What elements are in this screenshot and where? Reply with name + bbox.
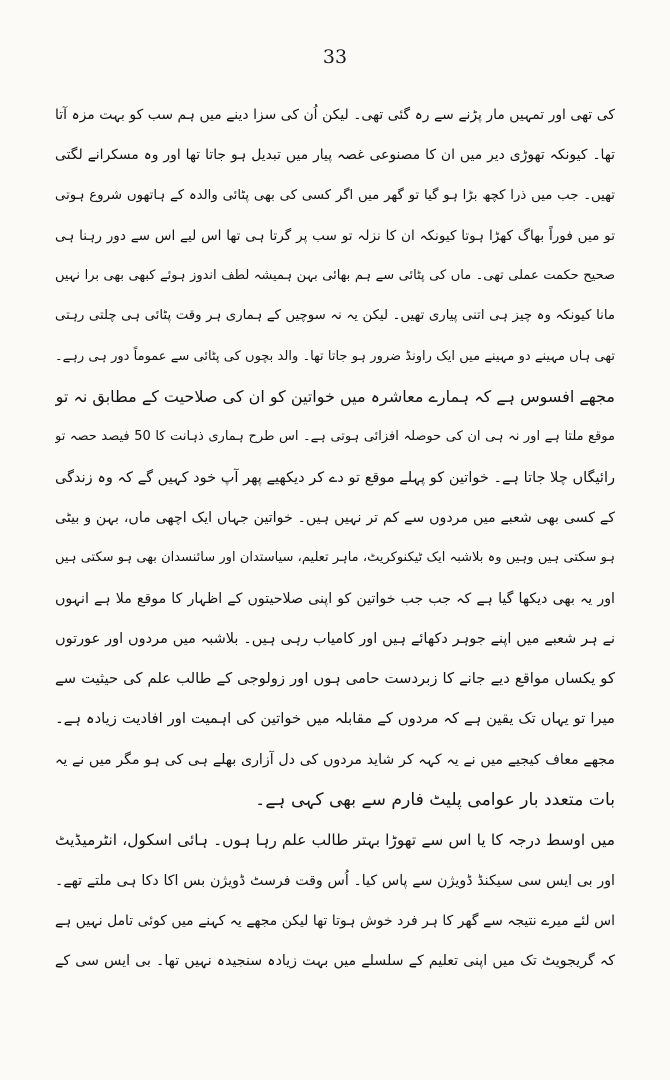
text-line: مانا کیونکہ وہ چیز ہی اتنی پیاری تھیں۔ لیکن یہ نہ سوچیں کے ہماری ہر وقت پٹائی ہی چلتی رہتی <box>55 308 615 324</box>
text-line: کو یکساں مواقع دیے جانے کا زبردست حامی ہوں اور زولوجی کے طالب علم کی حیثیت سے <box>55 670 615 688</box>
text-line: نے ہر شعبے میں اپنے جوہر دکھائے ہیں اور کامیاب رہی ہیں۔ بلاشبہ میں مردوں اور عورتوں <box>55 630 615 647</box>
page-number: 33 <box>322 46 348 68</box>
text-line: میں اوسط درجہ کا یا اس سے تھوڑا بہتر طالب علم رہا ہوں۔ ہائی اسکول، انٹرمیڈیٹ <box>55 831 615 850</box>
text-line: موقع ملتا ہے اور نہ ہی ان کی حوصلہ افزائی ہوتی ہے۔ اس طرح ہماری ذہانت کا 50 فیصد حصہ تو <box>55 429 615 445</box>
text-line: کی تھی اور تمہیں مار پڑنے سے رہ گئی تھی۔ لیکن اُن کی سزا دینے میں ہم سب کو بہت مزہ آتا <box>55 107 615 123</box>
text-line: رائیگاں چلا جاتا ہے۔ خواتین کو پہلے موقع تو دے کر دیکھیے پھر آپ خود کہیں گے کہ وہ زندگی <box>55 469 615 486</box>
text-line: کے کسی بھی شعبے میں مردوں سے کم تر نہیں ہیں۔ خواتین جہاں ایک اچھی ماں، بہن و بیٹی <box>55 509 615 526</box>
text-line: تھی ہاں مہینے دو مہینے میں ایک راونڈ ضرور ہو جاتا تھا۔ والد بچوں کی پٹائی سے عموماً دور ہی رہے۔ <box>55 348 615 364</box>
text-line: کہ گریجویٹ تک میں اپنی تعلیم کے سلسلے میں بہت زیادہ سنجیدہ نہیں تھا۔ بی ایس سی کے <box>55 953 615 970</box>
text-line: اور بی ایس سی سیکنڈ ڈویژن سے پاس کیا۔ اُس وقت فرسٹ ڈویژن بس اکا دکا ہی ملتے تھے۔ <box>55 872 615 889</box>
text-line: بات متعدد بار عوامی پلیٹ فارم سے بھی کہی ہے۔ <box>255 790 615 811</box>
text-line: میرا تو یہاں تک یقین ہے کہ مردوں کے مقابلہ میں خواتین کی اہمیت اور افادیت زیادہ ہے۔ <box>55 710 615 728</box>
text-line: تو میں فوراً بھاگ کھڑا ہوتا کیونکہ ان کا نزلہ تو سب پر گرتا ہی تھا اس لیے اس سے دور رہنا ہی <box>55 227 615 244</box>
text-line: اور یہ بھی دیکھا گیا ہے کہ جب جب خواتین کو اپنی صلاحیتوں کے اظہار کا موقع ملا ہے انہوں <box>55 590 615 607</box>
text-line: مجھے افسوس ہے کہ ہمارے معاشرہ میں خواتین کو ان کی صلاحیت کے مطابق نہ تو <box>55 387 615 407</box>
text-line: تھیں۔ جب میں ذرا کچھ بڑا ہو گیا تو گھر میں اگر کسی کی بھی پٹائی والدہ کے ہاتھوں شروع ہوتی <box>55 187 615 203</box>
text-line: ہو سکتی ہیں وہیں وہ بلاشبہ ایک ٹیکنوکریٹ، ماہر تعلیم، سیاستدان اور سائنسدان بھی ہو سکتی ہیں <box>55 550 615 566</box>
page-text <box>55 95 615 982</box>
text-line: صحیح حکمت عملی تھی۔ ماں کی پٹائی سے ہم بھائی بہن ہمیشہ لطف اندوز ہوئے کبھی بھی برا نہیں <box>55 268 615 284</box>
text-line: اس لئے میرے نتیجہ سے گھر کا ہر فرد خوش ہوتا تھا لیکن مجھے یہ کہنے میں کوئی تامل نہیں ہے <box>55 912 615 929</box>
text-line: تھا۔ کیونکہ تھوڑی دیر میں ان کا مصنوعی غصہ پیار میں تبدیل ہو جاتا تھا اور وہ مسکرانے لگتی <box>55 147 615 164</box>
text-line: مجھے معاف کیجیے میں نے یہ کہہ کر شاید مردوں کی دل آزاری بھلے ہی کی ہو مگر میں نے یہ <box>55 751 615 768</box>
